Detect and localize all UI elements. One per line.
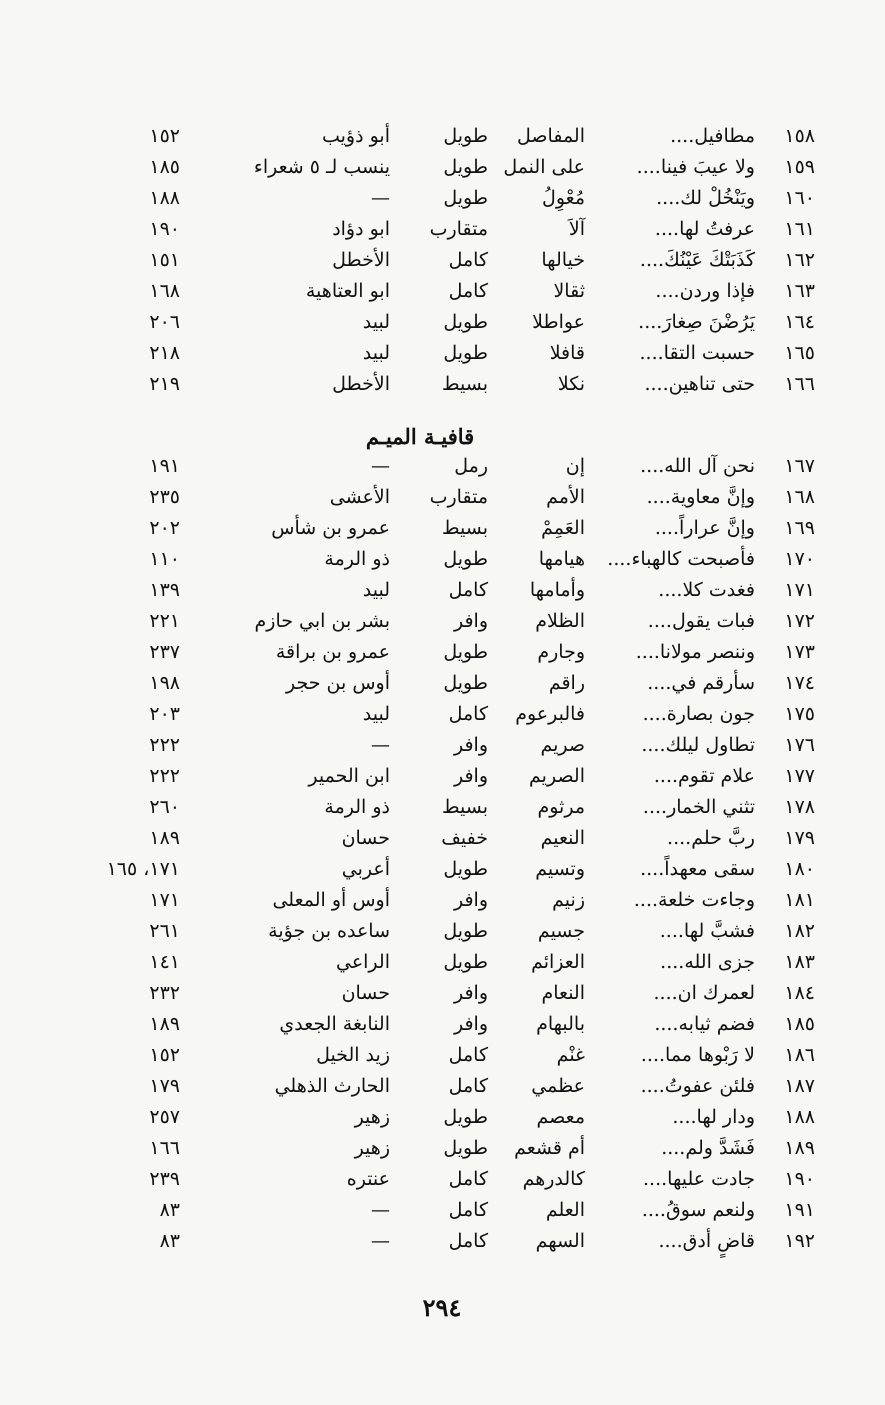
index-row [0,761,885,792]
poet-name: أوس بن حجر [286,672,390,694]
index-row [0,451,885,482]
verse-number: ١٨٩ [784,1137,815,1159]
meter: وافر [453,982,488,1004]
page-ref: ٢٢٢ [149,734,180,756]
rhyme-word: السهم [535,1230,585,1252]
index-row [0,575,885,606]
verse-number: ١٨٧ [784,1075,815,1097]
index-row [0,544,885,575]
rhyme-word: مُعْوِلُ [542,187,585,209]
page-ref: ١٨٥ [149,156,180,178]
rhyme-word: الصريم [529,765,585,787]
meter: طويل [443,548,488,570]
verse-number: ١٦٦ [784,373,815,395]
first-words: جزى الله.... [660,951,755,973]
poet-name: الأعشى [329,486,390,508]
poet-name: — [371,1230,390,1252]
meter: خفيف [441,827,488,849]
page-ref: ١٥٢ [149,125,180,147]
verse-number: ١٧٩ [784,827,815,849]
page-ref: ١٩٠ [149,218,180,240]
first-words: فبات يقول.... [647,610,755,632]
first-words: مطافيل.... [670,125,755,147]
poet-name: — [371,187,390,209]
first-words: ولا عيبَ فينا.... [636,156,755,178]
rhyme-word: وأمامها [529,579,585,601]
meter: كامل [448,579,488,601]
verse-number: ١٨٣ [784,951,815,973]
page-number: ٢٩٤ [422,1293,462,1322]
page-ref: ١٩٨ [149,672,180,694]
first-words: وننصر مولانا.... [635,641,755,663]
page-ref: ١٤١ [149,951,180,973]
index-row [0,214,885,245]
rhyme-word: إن [565,455,585,477]
verse-number: ١٨٦ [784,1044,815,1066]
first-words: فضم ثيابه.... [654,1013,755,1035]
page-ref: ١٦٨ [149,280,180,302]
meter: كامل [448,1199,488,1221]
rhyme-word: مرثوم [537,796,585,818]
index-row [0,1226,885,1257]
poet-name: بشر بن ابي حازم [254,610,390,632]
verse-number: ١٧٤ [784,672,815,694]
verse-number: ١٧٣ [784,641,815,663]
index-row [0,245,885,276]
first-words: ودار لها.... [672,1106,755,1128]
first-words: فشبَّ لها.... [659,920,755,942]
index-row [0,792,885,823]
first-words: فَشَدَّ ولم.... [661,1137,755,1159]
verse-number: ١٦٤ [784,311,815,333]
first-words: فإذا وردن.... [655,280,755,302]
verse-number: ١٩١ [784,1199,815,1221]
index-row [0,482,885,513]
verse-number: ١٧١ [784,579,815,601]
rhyme-word: أم قشعم [514,1137,585,1159]
meter: وافر [453,889,488,911]
index-row [0,885,885,916]
first-words: علام تقوم.... [653,765,755,787]
first-words: سأرقم في.... [647,672,755,694]
page-ref: ٢٥٧ [149,1106,180,1128]
verse-number: ١٥٩ [784,156,815,178]
verse-number: ١٨٠ [784,858,815,880]
page-ref: ٢٣٩ [149,1168,180,1190]
first-words: تطاول ليلك.... [641,734,755,756]
verse-number: ١٧٢ [784,610,815,632]
page-ref: ٢٣٥ [149,486,180,508]
rhyme-word: بالبهام [536,1013,585,1035]
page-ref: ٢٠٢ [149,517,180,539]
verse-number: ١٧٠ [784,548,815,570]
poet-name: عنتره [346,1168,390,1190]
page-ref: ٢٢١ [149,610,180,632]
page-ref: ٢٢٢ [149,765,180,787]
poet-name: حسان [341,827,390,849]
first-words: فلئن عفوتُ.... [640,1075,755,1097]
index-row [0,1009,885,1040]
rhyme-word: عظمي [531,1075,585,1097]
poet-name: لبيد [362,579,390,601]
first-words: ولنعم سوقُ.... [641,1199,755,1221]
meter: طويل [443,672,488,694]
verse-number: ١٦٥ [784,342,815,364]
rhyme-word: راقم [548,672,585,694]
rhyme-word: العلم [545,1199,585,1221]
index-row [0,916,885,947]
first-words: حسبت التقا.... [639,342,755,364]
rhyme-word: قافلا [549,342,585,364]
index-row [0,276,885,307]
rhyme-word: ثقالا [553,280,585,302]
index-row [0,947,885,978]
poet-name: ابو العتاهية [305,280,390,302]
verse-number: ١٦٠ [784,187,815,209]
first-words: يَرُضْنَ صِغارَ.... [638,311,755,333]
rhyme-word: الظلام [535,610,585,632]
rhyme-word: النعيم [540,827,585,849]
verse-number: ١٧٥ [784,703,815,725]
first-words: تثني الخمار.... [642,796,755,818]
index-row [0,369,885,400]
first-words: جادت عليها.... [643,1168,755,1190]
rhyme-word: فالبرعوم [515,703,585,725]
first-words: جون بصارة.... [642,703,755,725]
page-ref: ١٥١ [149,249,180,271]
verse-number: ١٧٨ [784,796,815,818]
page-ref: ١٦٦ [149,1137,180,1159]
index-row [0,978,885,1009]
rhyme-word: نكلا [557,373,585,395]
rhyme-word: معصم [536,1106,585,1128]
meter: كامل [448,1168,488,1190]
poet-name: أبو ذؤيب [321,125,390,147]
verse-number: ١٨٢ [784,920,815,942]
poet-name: أعربي [341,858,390,880]
meter: طويل [443,858,488,880]
poet-name: ابو دؤاد [332,218,390,240]
rhyme-word: النعام [541,982,585,1004]
verse-number: ١٦٧ [784,455,815,477]
meter: كامل [448,1075,488,1097]
meter: طويل [443,641,488,663]
page-ref: ٢١٨ [149,342,180,364]
meter: وافر [453,610,488,632]
meter: طويل [443,125,488,147]
first-words: نحن آل الله.... [640,455,755,477]
verse-number: ١٥٨ [784,125,815,147]
index-row [0,1164,885,1195]
meter: بسيط [441,517,488,539]
rhyme-word: وتسيم [535,858,585,880]
poet-name: لبيد [362,342,390,364]
verse-number: ١٦٣ [784,280,815,302]
poet-name: عمرو بن براقة [275,641,390,663]
index-row [0,121,885,152]
poet-name: ذو الرمة [324,796,390,818]
meter: رمل [454,455,488,477]
poet-name: زهير [354,1106,390,1128]
first-words: سقى معهداً.... [640,858,755,880]
poet-name: ابن الحمير [308,765,390,787]
meter: طويل [443,1106,488,1128]
poet-name: أوس أو المعلى [272,889,390,911]
rhyme-word: هيامها [538,548,585,570]
verse-number: ١٧٦ [784,734,815,756]
page-ref: ٢٣٧ [149,641,180,663]
first-words: قاضٍ أدق.... [658,1230,755,1252]
index-row [0,307,885,338]
meter: متقارب [429,486,488,508]
poet-name: — [371,1199,390,1221]
page-ref: ٢٠٦ [149,311,180,333]
index-row [0,668,885,699]
meter: بسيط [441,796,488,818]
first-words: وإنَّ عراراً.... [654,517,755,539]
index-row [0,823,885,854]
index-row [0,1133,885,1164]
page-ref: ١٣٩ [149,579,180,601]
meter: كامل [448,249,488,271]
meter: طويل [443,311,488,333]
index-row [0,730,885,761]
section-title: قافيـة الميـم [365,424,475,449]
meter: متقارب [429,218,488,240]
first-words: فغدت كلا.... [658,579,755,601]
rhyme-word: غنْم [556,1044,585,1066]
page-ref: ١٧١، ١٦٥ [106,858,180,880]
verse-number: ١٩٠ [784,1168,815,1190]
verse-number: ١٧٧ [784,765,815,787]
rhyme-word: عواطلا [532,311,585,333]
poet-name: النابغة الجعدي [279,1013,390,1035]
poet-name: زهير [354,1137,390,1159]
index-row [0,854,885,885]
index-row [0,637,885,668]
rhyme-word: صريم [540,734,585,756]
index-row [0,513,885,544]
page-ref: ١٧٩ [149,1075,180,1097]
rhyme-word: آلاَ [568,218,585,240]
page-ref: ١٨٨ [149,187,180,209]
page-ref: ١٧١ [149,889,180,911]
first-words: ربَّ حلم.... [667,827,755,849]
first-words: لا رَبْوها مما.... [640,1044,755,1066]
first-words: فأصبحت كالهباء.... [607,548,755,570]
meter: طويل [443,342,488,364]
rhyme-word: كالدرهم [522,1168,585,1190]
index-row [0,152,885,183]
index-row [0,183,885,214]
rhyme-word: العزائم [531,951,585,973]
poet-name: الراعي [335,951,390,973]
first-words: ويَنْخُلْ لك.... [656,187,755,209]
page-ref: ١١٠ [149,548,180,570]
first-words: حتى تناهين.... [644,373,755,395]
verse-number: ١٨٥ [784,1013,815,1035]
rhyme-word: على النمل [503,156,585,178]
page-ref: ٢٦٠ [149,796,180,818]
first-words: وإنَّ معاوية.... [646,486,755,508]
poet-name: لبيد [362,703,390,725]
page-ref: ٢٦١ [149,920,180,942]
meter: طويل [443,1137,488,1159]
page-ref: ١٨٩ [149,827,180,849]
rhyme-word: الأمم [546,486,585,508]
poet-name: ذو الرمة [324,548,390,570]
meter: طويل [443,187,488,209]
poet-name: الأخطل [332,373,390,395]
index-row [0,699,885,730]
verse-number: ١٨٨ [784,1106,815,1128]
page-ref: ٢٠٣ [149,703,180,725]
first-words: كَذَبَتْكَ عَيْنُكَ.... [639,249,755,271]
poet-name: زيد الخيل [316,1044,390,1066]
page-ref: ٨٣ [159,1230,180,1252]
poet-name: حسان [341,982,390,1004]
rhyme-word: المفاصل [517,125,585,147]
verse-number: ١٨٤ [784,982,815,1004]
first-words: لعمرك ان.... [653,982,755,1004]
index-row [0,1071,885,1102]
index-row [0,338,885,369]
meter: كامل [448,280,488,302]
verse-number: ١٦٢ [784,249,815,271]
meter: طويل [443,156,488,178]
index-row [0,1102,885,1133]
rhyme-word: وجارم [537,641,585,663]
rhyme-word: زنيم [552,889,585,911]
meter: وافر [453,765,488,787]
poet-name: عمرو بن شأس [271,517,390,539]
meter: كامل [448,1230,488,1252]
verse-number: ١٩٢ [784,1230,815,1252]
poet-name: لبيد [362,311,390,333]
index-row [0,606,885,637]
index-row [0,1040,885,1071]
meter: كامل [448,703,488,725]
rhyme-word: جسيم [537,920,585,942]
page-ref: ١٥٢ [149,1044,180,1066]
meter: طويل [443,951,488,973]
poet-name: ساعده بن جؤية [268,920,390,942]
meter: وافر [453,1013,488,1035]
index-row [0,1195,885,1226]
verse-number: ١٦١ [784,218,815,240]
poet-name: — [371,455,390,477]
rhyme-word: خيالها [541,249,585,271]
first-words: عرفتُ لها.... [654,218,755,240]
verse-number: ١٦٩ [784,517,815,539]
page-ref: ١٨٩ [149,1013,180,1035]
poet-name: الحارث الذهلي [274,1075,390,1097]
poet-name: ينسب لـ ٥ شعراء [253,156,390,178]
meter: طويل [443,920,488,942]
verse-number: ١٨١ [784,889,815,911]
page-ref: ٢١٩ [149,373,180,395]
meter: وافر [453,734,488,756]
meter: بسيط [441,373,488,395]
verse-number: ١٦٨ [784,486,815,508]
page-ref: ٨٣ [159,1199,180,1221]
poet-name: — [371,734,390,756]
page-ref: ١٩١ [149,455,180,477]
poet-name: الأخطل [332,249,390,271]
meter: كامل [448,1044,488,1066]
page-ref: ٢٣٢ [149,982,180,1004]
rhyme-word: العَمِمْ [541,517,585,539]
first-words: وجاءت خلعة.... [633,889,755,911]
